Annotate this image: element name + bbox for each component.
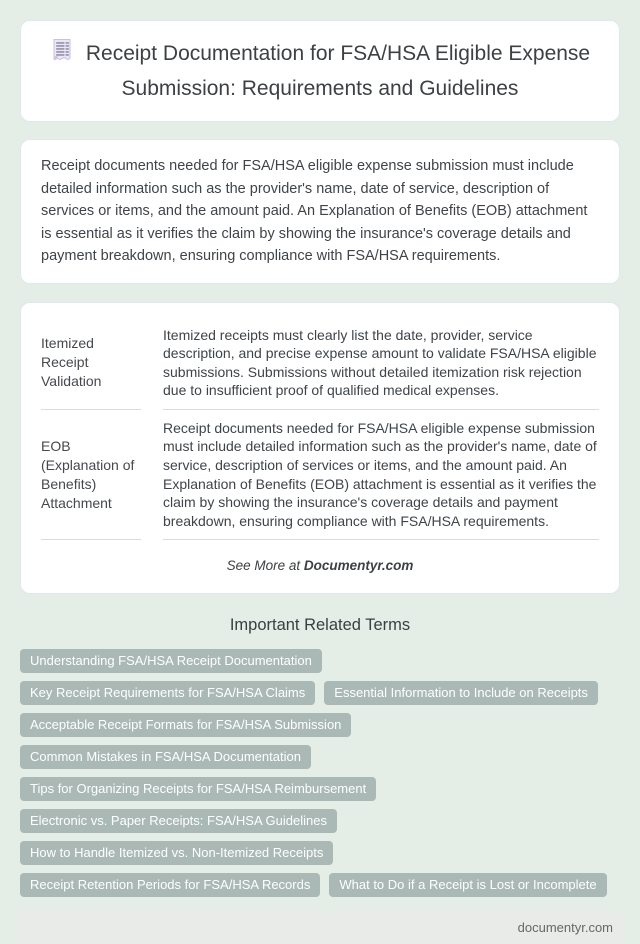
related-terms-heading: Important Related Terms	[229, 616, 411, 635]
related-terms-list	[20, 649, 620, 905]
table-row	[41, 410, 599, 541]
related-term-tag[interactable]: Common Mistakes in FSA/HSA Documentation	[20, 745, 311, 769]
page-title-text: Receipt Documentation for FSA/HSA Eligible Expense Submission: Requirements and Guidelines	[85, 42, 591, 100]
description-cell: Itemized receipts must clearly list the date, provider, service description, and precise expense amount to validate FSA/HSA eligible submissions. Submissions without detailed itemization risk rejection due to insufficient proof of qualified medical expenses.	[163, 317, 599, 410]
footer-site-link[interactable]: documentyr.com	[517, 920, 613, 936]
summary-card	[20, 139, 620, 284]
definitions-card	[20, 302, 620, 595]
description-cell: Receipt documents needed for FSA/HSA eligible expense submission must include detailed information such as the provider's name, date of service, description of services or items, and the amount paid. An Explanation of Benefits (EOB) attachment is essential as it verifies the claim by showing the insurance's coverage details and payment breakdown, ensuring compliance with FSA/HSA requirements.	[163, 410, 599, 541]
page	[0, 20, 640, 944]
footer-bar	[15, 911, 625, 944]
brand-link[interactable]: Documentyr.com	[303, 558, 414, 574]
see-more-line	[41, 558, 599, 573]
related-term-tag[interactable]: Key Receipt Requirements for FSA/HSA Claims	[20, 681, 315, 705]
related-term-tag[interactable]: What to Do if a Receipt is Lost or Incomplete	[329, 873, 606, 897]
term-cell: Itemized Receipt Validation	[41, 317, 141, 410]
related-term-tag[interactable]: Receipt Retention Periods for FSA/HSA Records	[20, 873, 320, 897]
related-term-tag[interactable]: Acceptable Receipt Formats for FSA/HSA Submission	[20, 713, 351, 737]
related-term-tag[interactable]: How to Handle Itemized vs. Non-Itemized Receipts	[20, 841, 333, 865]
summary-text: Receipt documents needed for FSA/HSA eligible expense submission must include detailed information such as the provider's name, date of service, description of services or items, and the amount paid. An Explanation of Benefits (EOB) attachment is essential as it verifies the claim by showing the insurance's coverage details and payment breakdown, ensuring compliance with FSA/HSA requirements.	[41, 158, 588, 264]
related-term-tag[interactable]: Tips for Organizing Receipts for FSA/HSA Reimbursement	[20, 777, 376, 801]
see-more-prefix: See More at	[226, 558, 304, 574]
page-title	[39, 38, 601, 104]
related-term-tag[interactable]: Electronic vs. Paper Receipts: FSA/HSA Guidelines	[20, 809, 337, 833]
table-row	[41, 317, 599, 410]
related-term-tag[interactable]: Essential Information to Include on Receipts	[324, 681, 598, 705]
title-card	[20, 20, 620, 122]
term-cell: EOB (Explanation of Benefits) Attachment	[41, 410, 141, 541]
receipt-icon	[50, 38, 74, 73]
related-term-tag[interactable]: Understanding FSA/HSA Receipt Documentation	[20, 649, 322, 673]
